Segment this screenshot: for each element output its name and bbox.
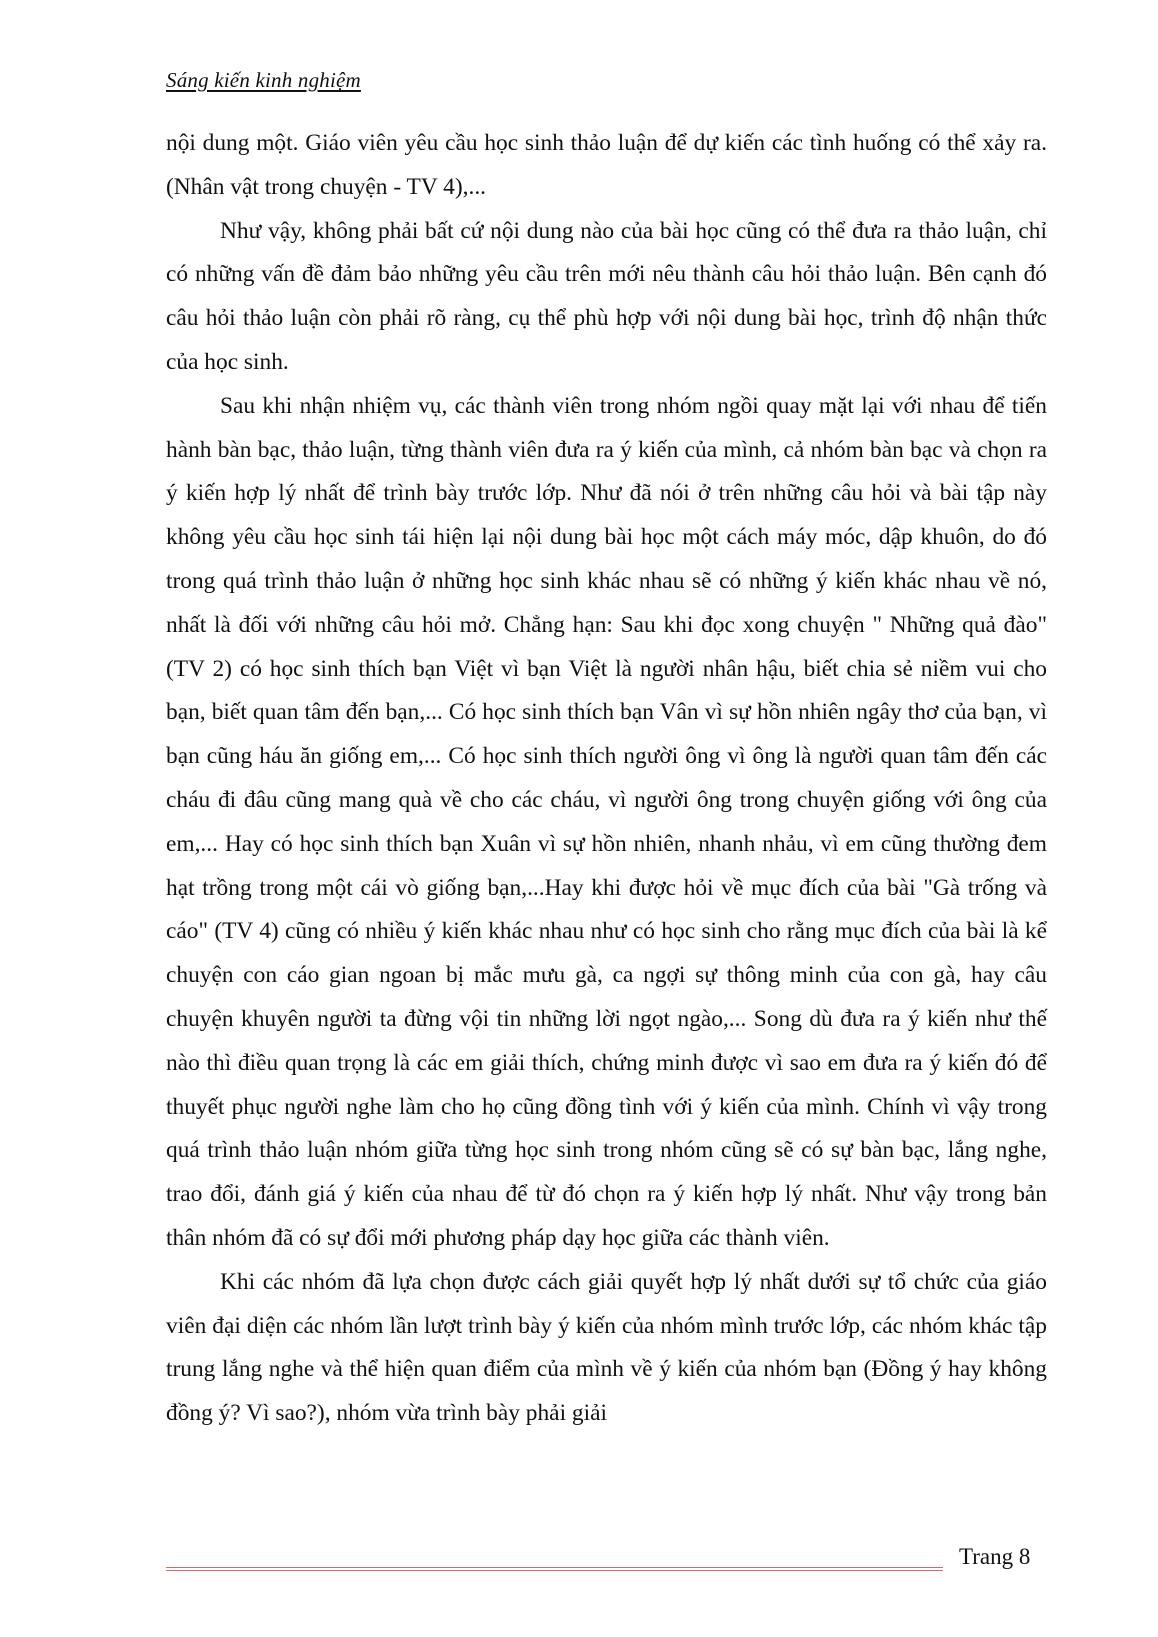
page-number: Trang 8 [959,1544,1031,1569]
document-body [166,122,1047,1436]
paragraph-3: Sau khi nhận nhiệm vụ, các thành viên trong nhóm ngồi quay mặt lại với nhau để tiến hành bàn bạc, thảo luận, từng thành viên đưa ra ý kiến của mình, cả nhóm bàn bạc và chọn ra ý kiến hợp lý nhất để trình bày trước lớp. Như đã nói ở trên những câu hỏi và bài tập này không yêu cầu học sinh tái hiện lại nội dung bài học một cách máy móc, dập khuôn, do đó trong quá trình thảo luận ở những học sinh khác nhau sẽ có những ý kiến khác nhau về nó, nhất là đối với những câu hỏi mở. Chẳng hạn: Sau khi đọc xong chuyện " Những quả đào" (TV 2) có học sinh thích bạn Việt vì bạn Việt là người nhân hậu, biết chia sẻ niềm vui cho bạn, biết quan tâm đến bạn,... Có học sinh thích bạn Vân vì sự hồn nhiên ngây thơ của bạn, vì bạn cũng háu ăn giống em,... Có học sinh thích người ông vì ông là người quan tâm đến các cháu đi đâu cũng mang quà về cho các cháu, vì người ông trong chuyện giống với ông của em,... Hay có học sinh thích bạn Xuân vì sự hồn nhiên, nhanh nhảu, vì em cũng thường đem hạt trồng trong một cái vò giống bạn,...Hay khi được hỏi về mục đích của bài "Gà trống và cáo" (TV 4) cũng có nhiều ý kiến khác nhau như có học sinh cho rằng mục đích của bài là kể chuyện con cáo gian ngoan bị mắc mưu gà, ca ngợi sự thông minh của con gà, hay câu chuyện khuyên người ta đừng vội tin những lời ngọt ngào,... Song dù đưa ra ý kiến như thế nào thì điều quan trọng là các em giải thích, chứng minh được vì sao em đưa ra ý kiến đó để thuyết phục người nghe làm cho họ cũng đồng tình với ý kiến của mình. Chính vì vậy trong quá trình thảo luận nhóm giữa từng học sinh trong nhóm cũng sẽ có sự bàn bạc, lắng nghe, trao đổi, đánh giá ý kiến của nhau để từ đó chọn ra ý kiến hợp lý nhất. Như vậy trong bản thân nhóm đã có sự đổi mới phương pháp dạy học giữa các thành viên. [166,392,1047,1251]
page-header-title: Sáng kiến kinh nghiệm [166,68,361,92]
footer-divider [166,1567,943,1571]
paragraph-1: nội dung một. Giáo viên yêu cầu học sinh thảo luận để dự kiến các tình huống có thể xảy ra. (Nhân vật trong chuyện - TV 4),... [166,130,1047,200]
paragraph-4: Khi các nhóm đã lựa chọn được cách giải quyết hợp lý nhất dưới sự tổ chức của giáo viên đại diện các nhóm lần lượt trình bày ý kiến của nhóm mình trước lớp, các nhóm khác tập trung lắng nghe và thể hiện quan điểm của mình về ý kiến của nhóm bạn (Đồng ý hay không đồng ý? Vì sao?), nhóm vừa trình bày phải giải [166,1268,1047,1427]
paragraph-2: Như vậy, không phải bất cứ nội dung nào của bài học cũng có thể đưa ra thảo luận, chỉ có những vấn đề đảm bảo những yêu cầu trên mới nêu thành câu hỏi thảo luận. Bên cạnh đó câu hỏi thảo luận còn phải rõ ràng, cụ thể phù hợp với nội dung bài học, trình độ nhận thức của học sinh. [166,217,1047,375]
